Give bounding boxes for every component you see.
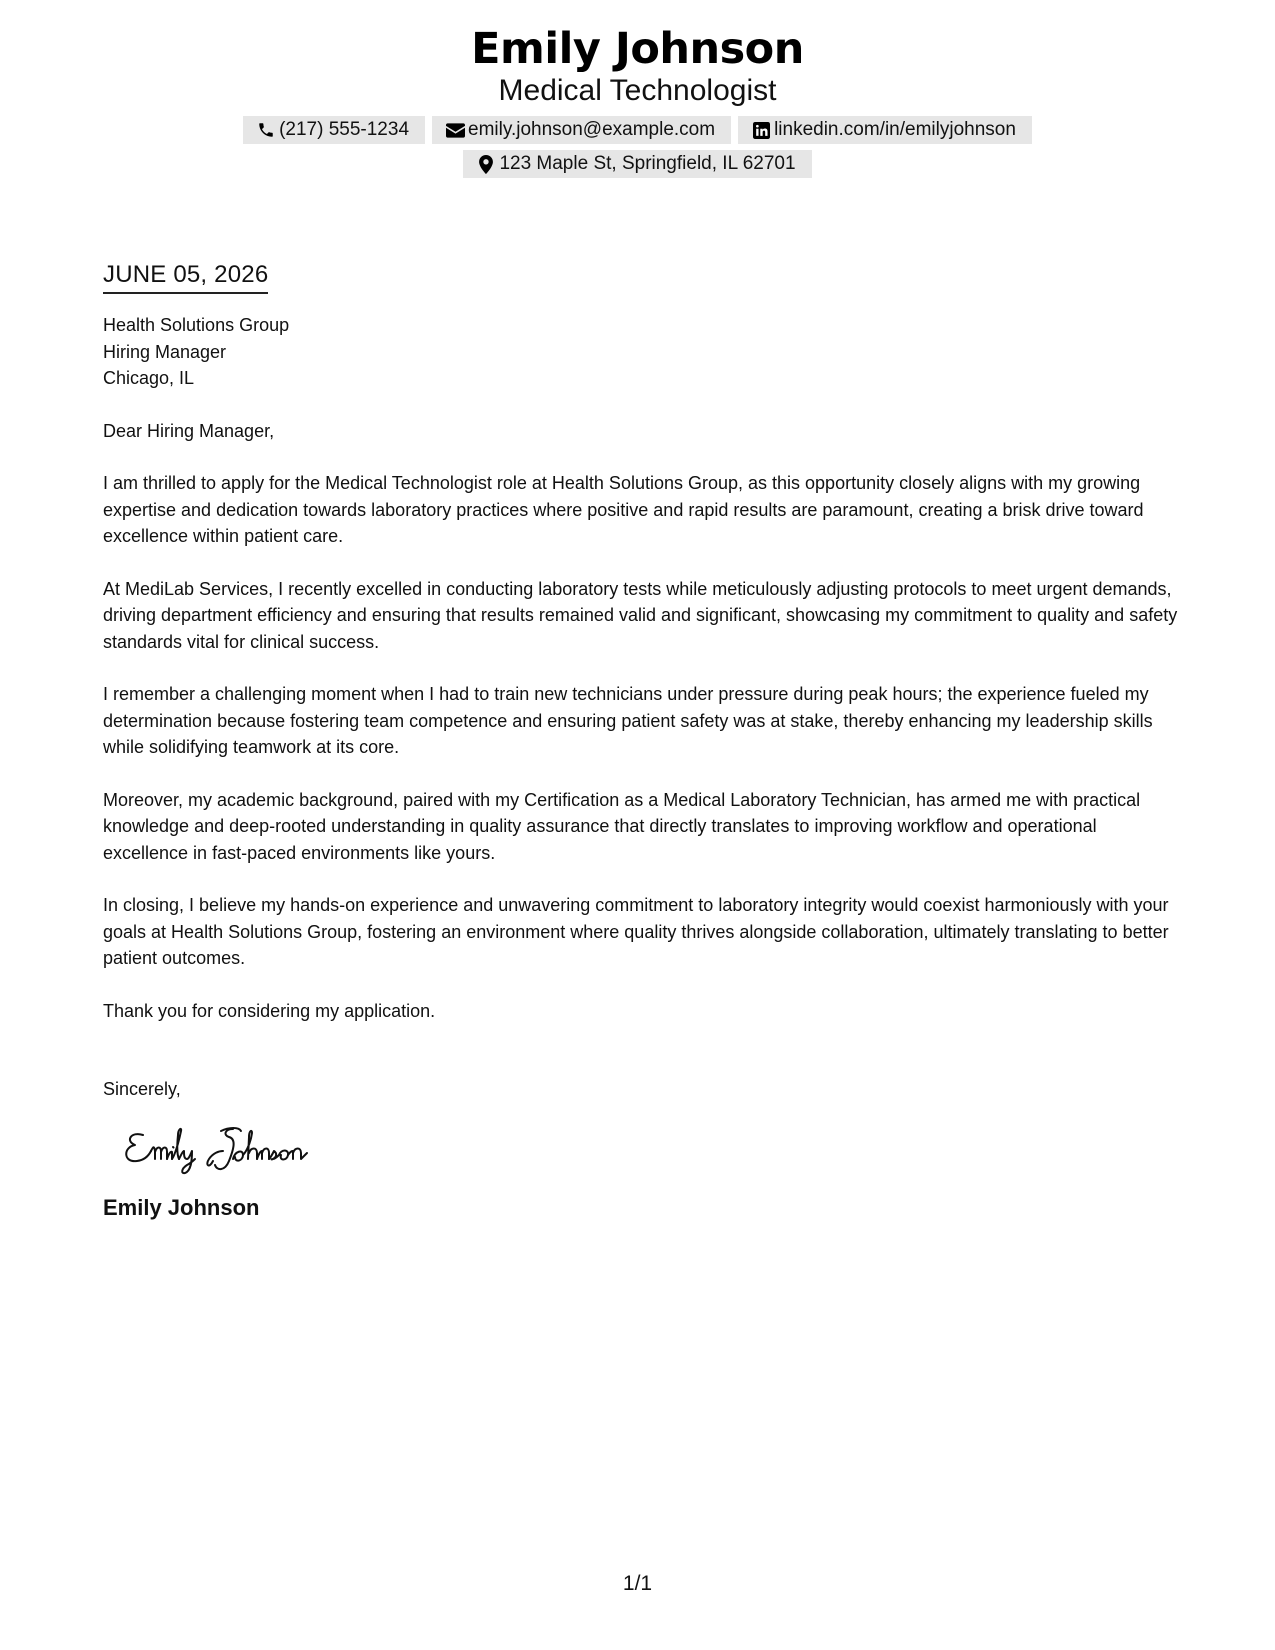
closing-line: Sincerely, [103, 1079, 181, 1099]
body-paragraph: I am thrilled to apply for the Medical Technologist role at Health Solutions Group, as this opportunity closely aligns with my growing expertise and dedication towards laboratory practices where positive and rapid results are paramount, creating a brisk drive toward excellence within patient care. [103, 473, 1144, 546]
applicant-name: Emily Johnson [471, 24, 804, 74]
linkedin-icon [751, 120, 771, 140]
salutation: Dear Hiring Manager, [103, 420, 275, 441]
recipient-company: Health Solutions Group [103, 315, 290, 335]
applicant-title: Medical Technologist [498, 74, 777, 107]
handwritten-signature [121, 1121, 1178, 1181]
body-paragraph: I remember a challenging moment when I had to train new technicians under pressure during peak hours; the experience fueled my determination because fostering team competence and ensuring patient safety was at stake, thereby enhancing my leadership skills while solidifying teamwork at its core. [103, 684, 1153, 757]
linkedin-text: linkedin.com/in/emilyjohnson [774, 119, 1016, 140]
contact-linkedin[interactable] [738, 116, 1032, 144]
envelope-icon [445, 120, 465, 140]
contact-address [463, 150, 811, 178]
letter-header [0, 22, 1275, 178]
contact-row-address [0, 150, 1275, 178]
recipient-contact: Hiring Manager [103, 341, 227, 362]
letter-body [103, 258, 1178, 1223]
phone-icon [256, 120, 276, 140]
thanks-line: Thank you for considering my application. [103, 1000, 436, 1021]
contact-email[interactable] [432, 116, 731, 144]
email-text: emily.johnson@example.com [468, 119, 716, 140]
map-pin-icon [476, 154, 496, 174]
body-paragraph: Moreover, my academic background, paired with my Certification as a Medical Laboratory Technician, has armed me with practical knowledge and deep-rooted understanding in quality assurance that directly translates to improving workflow and operational excellence in fast-paced environments like yours. [103, 789, 1141, 863]
body-paragraph: At MediLab Services, I recently excelled in conducting laboratory tests while meticulously adjusting protocols to meet urgent demands, driving department efficiency and ensuring that results remained valid and significant, showcasing my commitment to quality and safety standards vital for clinical success. [103, 578, 1178, 652]
recipient-location: Chicago, IL [103, 368, 195, 388]
phone-text: (217) 555-1234 [279, 119, 410, 140]
signed-name: Emily Johnson [103, 1194, 260, 1220]
signature-graphic [121, 1121, 361, 1177]
body-paragraph: In closing, I believe my hands-on experience and unwavering commitment to laboratory integrity would coexist harmoniously with your goals at Health Solutions Group, fostering an environment where quality thrives alongside collaboration, ultimately translating to better patient outcomes. [103, 895, 1169, 968]
address-text: 123 Maple St, Springfield, IL 62701 [499, 153, 796, 174]
contact-row [0, 116, 1275, 144]
recipient-block [103, 312, 1178, 392]
page-indicator: 1/1 [622, 1572, 653, 1595]
letter-date: JUNE 05, 2026 [103, 258, 268, 294]
contact-phone[interactable] [243, 116, 425, 144]
